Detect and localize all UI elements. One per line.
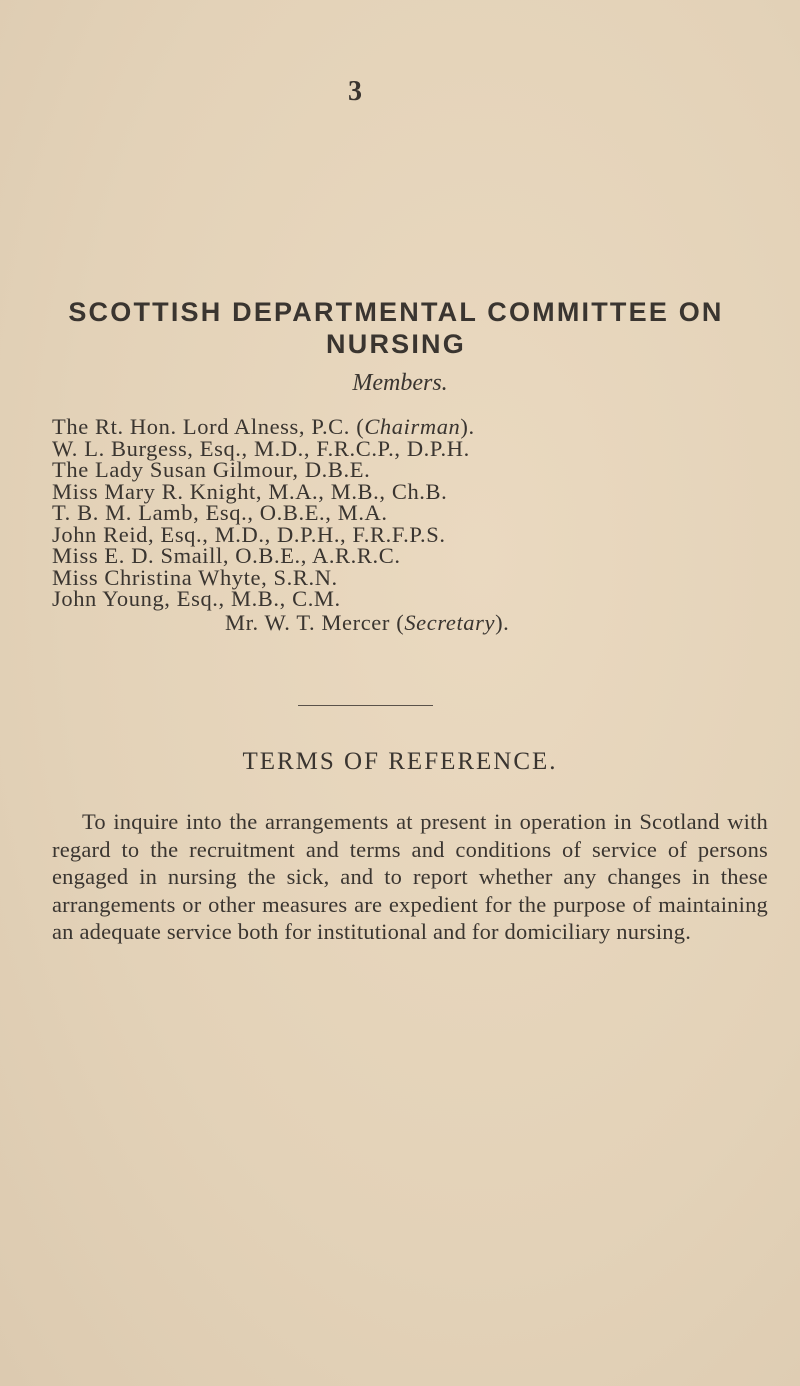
member-entry (52, 588, 475, 610)
member-entry (52, 502, 475, 524)
member-entry (52, 521, 475, 547)
member-suffix: ). (460, 414, 475, 439)
member-name: The Lady Susan Gilmour, D.B.E. (52, 457, 371, 482)
member-entry (52, 545, 475, 567)
member-name: John Reid, Esq., M.D., D.P.H., F.R.F.P.S. (52, 521, 446, 547)
section-divider (298, 705, 433, 706)
secretary-entry (225, 610, 509, 636)
member-name: W. L. Burgess, Esq., M.D., F.R.C.P., D.P.H. (52, 435, 470, 461)
secretary-suffix: ). (495, 610, 510, 635)
member-name: Miss E. D. Smaill, O.B.E., A.R.R.C. (52, 543, 401, 568)
members-list (52, 416, 475, 610)
member-name: Miss Mary R. Knight, M.A., M.B., Ch.B. (52, 478, 448, 504)
page-number: 3 (348, 76, 362, 107)
secretary-name: Mr. W. T. Mercer ( (225, 610, 405, 635)
member-entry (52, 416, 475, 438)
member-name: The Rt. Hon. Lord Alness, P.C. ( (52, 414, 365, 439)
member-entry (52, 435, 475, 461)
document-title: SCOTTISH DEPARTMENTAL COMMITTEE ON NURSING (68, 297, 724, 359)
secretary-role: Secretary (404, 610, 496, 635)
terms-heading: TERMS OF REFERENCE. (242, 748, 558, 775)
member-role: Chairman (364, 414, 461, 439)
member-name: Miss Christina Whyte, S.R.N. (52, 564, 338, 590)
member-name: John Young, Esq., M.B., C.M. (52, 586, 341, 611)
members-heading: Members. (352, 370, 448, 396)
member-entry (52, 478, 475, 504)
member-name: T. B. M. Lamb, Esq., O.B.E., M.A. (52, 500, 388, 525)
member-entry (52, 459, 475, 481)
terms-paragraph: To inquire into the arrangements at present in operation in Scotland with regard to the recruitment and terms and conditions of service of persons engaged in nursing the sick, and to report whether any changes in these arrangements or other measures are expedient for the purpose of maintaining an adequate service both for institutional and for domiciliary nursing. (52, 809, 768, 944)
member-entry (52, 564, 475, 590)
